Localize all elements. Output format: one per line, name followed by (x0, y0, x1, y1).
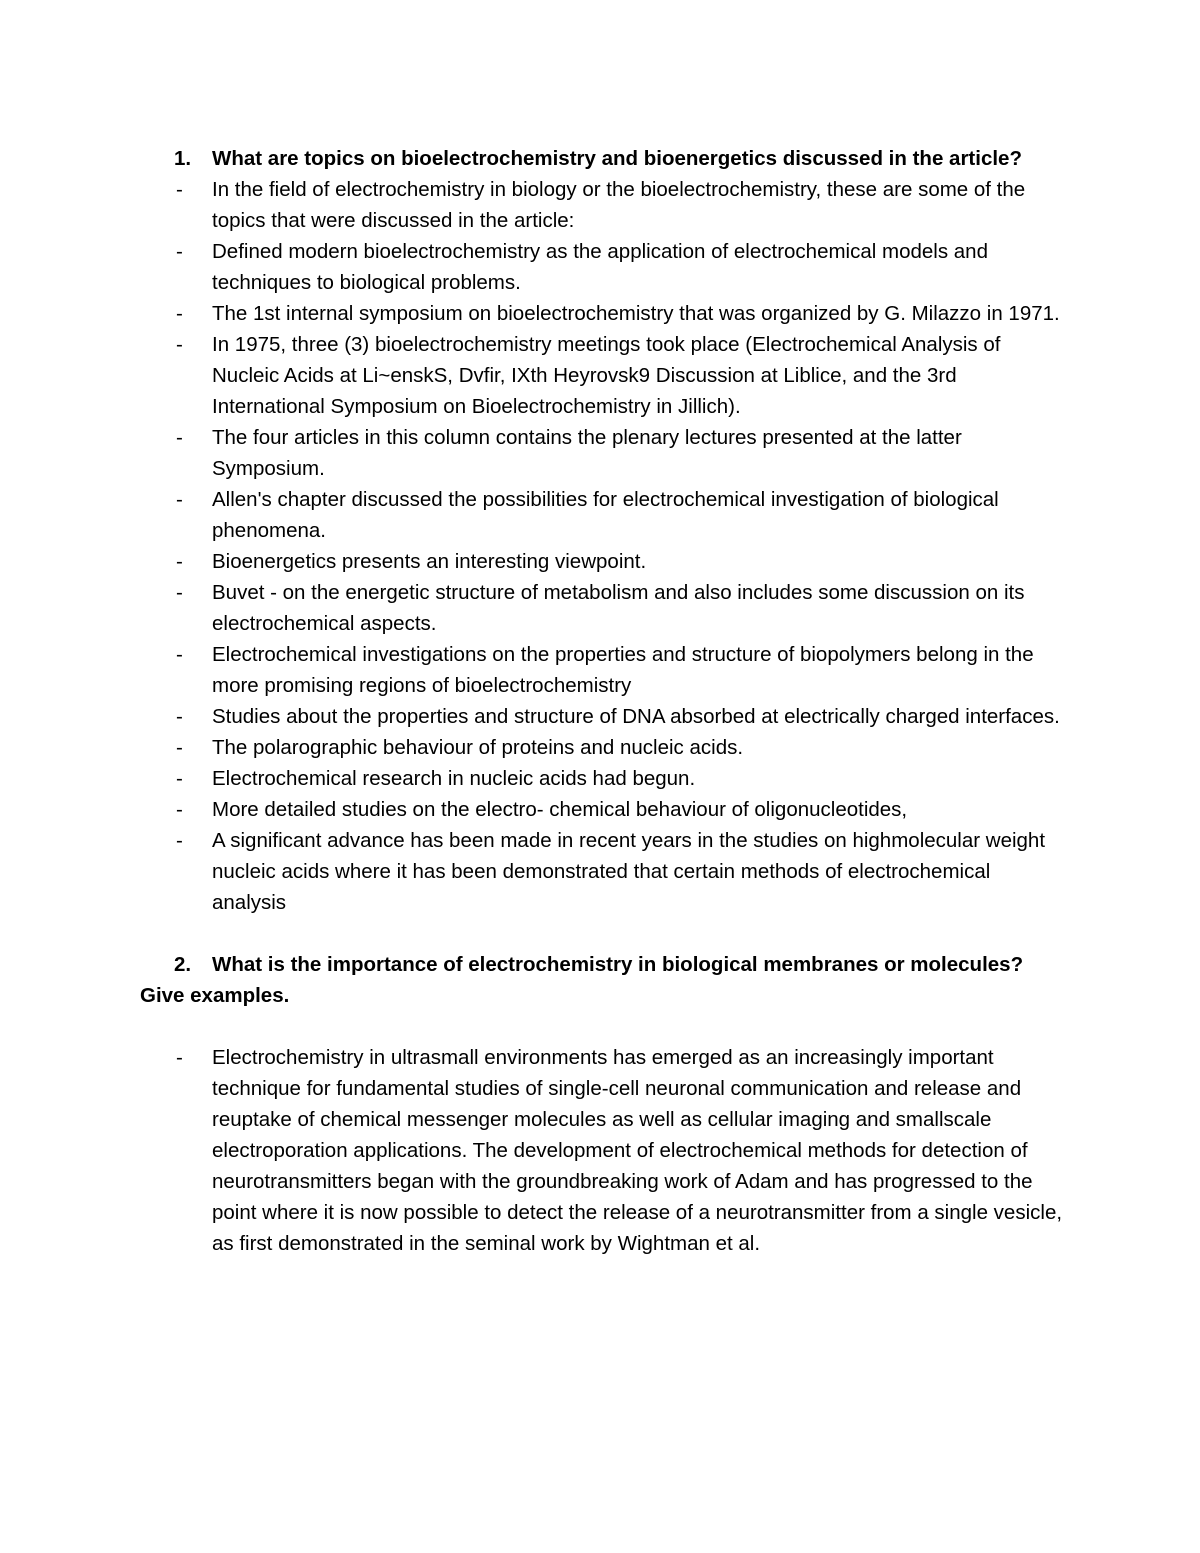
list-item (140, 701, 1070, 732)
list-item-text: Defined modern bioelectrochemistry as the application of electrochemical models and techniques to biological problems. (212, 240, 988, 294)
list-item (140, 174, 1070, 236)
question-2-answer-list (140, 1042, 1070, 1259)
list-item-text: In the field of electrochemistry in biology or the bioelectrochemistry, these are some of the topics that were discussed in the article: (212, 178, 1026, 232)
list-item-text: Studies about the properties and structure of DNA absorbed at electrically charged interfaces. (212, 705, 1060, 728)
bullet-dash: - (176, 767, 183, 790)
list-item-text: In 1975, three (3) bioelectrochemistry meetings took place (Electrochemical Analysis of Nucleic Acids at Li~enskS, Dvfir, IXth Heyrovsk9 Discussion at Liblice, and the 3rd International Symposium on Bioelectrochemistry in Jillich). (212, 333, 1001, 418)
list-item (140, 639, 1070, 701)
list-item-text: The polarographic behaviour of proteins and nucleic acids. (212, 736, 744, 759)
question-2-number: 2. (174, 953, 192, 976)
list-item-text: The 1st internal symposium on bioelectrochemistry that was organized by G. Milazzo in 1971. (212, 302, 1060, 325)
bullet-dash: - (176, 643, 183, 666)
paragraph-spacer (140, 1011, 1070, 1042)
bullet-dash: - (176, 550, 183, 573)
list-item (140, 298, 1070, 329)
list-item (140, 732, 1070, 763)
list-item-text: A significant advance has been made in recent years in the studies on highmolecular weight nucleic acids where it has been demonstrated that certain methods of electrochemical analysis (212, 829, 1046, 914)
list-item (140, 794, 1070, 825)
bullet-dash: - (176, 426, 183, 449)
bullet-dash: - (176, 581, 183, 604)
bullet-dash: - (176, 705, 183, 728)
bullet-dash: - (176, 736, 183, 759)
question-1-answer-list (140, 174, 1070, 918)
bullet-dash: - (176, 178, 183, 201)
question-1-text: What are topics on bioelectrochemistry and bioenergetics discussed in the article? (212, 147, 1022, 170)
list-item (140, 1042, 1070, 1259)
list-item (140, 763, 1070, 794)
question-1-heading (140, 143, 1070, 174)
list-item-text: The four articles in this column contains the plenary lectures presented at the latter Symposium. (212, 426, 962, 480)
question-1-number: 1. (174, 147, 192, 170)
list-item-text: More detailed studies on the electro- chemical behaviour of oligonucleotides, (212, 798, 908, 821)
bullet-dash: - (176, 798, 183, 821)
bullet-dash: - (176, 829, 183, 852)
list-item-text: Electrochemistry in ultrasmall environments has emerged as an increasingly important technique for fundamental studies of single-cell neuronal communication and release and reuptake of chemical messenger molecules as well as cellular imaging and smallscale electroporation applications. The development of electrochemical methods for detection of neurotransmitters began with the groundbreaking work of Adam and has progressed to the point where it is now possible to detect the release of a neurotransmitter from a single vesicle, as first demonstrated in the seminal work by Wightman et al. (212, 1046, 1063, 1255)
list-item (140, 422, 1070, 484)
list-item-text: Bioenergetics presents an interesting viewpoint. (212, 550, 647, 573)
bullet-dash: - (176, 1046, 183, 1069)
document-content (140, 143, 1070, 1259)
list-item (140, 329, 1070, 422)
question-2-heading (140, 949, 1070, 1011)
list-item-text: Electrochemical research in nucleic acids had begun. (212, 767, 696, 790)
list-item-text: Allen's chapter discussed the possibilities for electrochemical investigation of biological phenomena. (212, 488, 999, 542)
section-spacer (140, 918, 1070, 949)
question-2-text: What is the importance of electrochemistry in biological membranes or molecules? Give examples. (140, 953, 1024, 1007)
list-item-text: Buvet - on the energetic structure of metabolism and also includes some discussion on its electrochemical aspects. (212, 581, 1025, 635)
bullet-dash: - (176, 333, 183, 356)
bullet-dash: - (176, 302, 183, 325)
list-item (140, 577, 1070, 639)
list-item (140, 546, 1070, 577)
list-item (140, 236, 1070, 298)
list-item (140, 825, 1070, 918)
list-item-text: Electrochemical investigations on the properties and structure of biopolymers belong in the more promising regions of bioelectrochemistry (212, 643, 1034, 697)
bullet-dash: - (176, 240, 183, 263)
list-item (140, 484, 1070, 546)
bullet-dash: - (176, 488, 183, 511)
